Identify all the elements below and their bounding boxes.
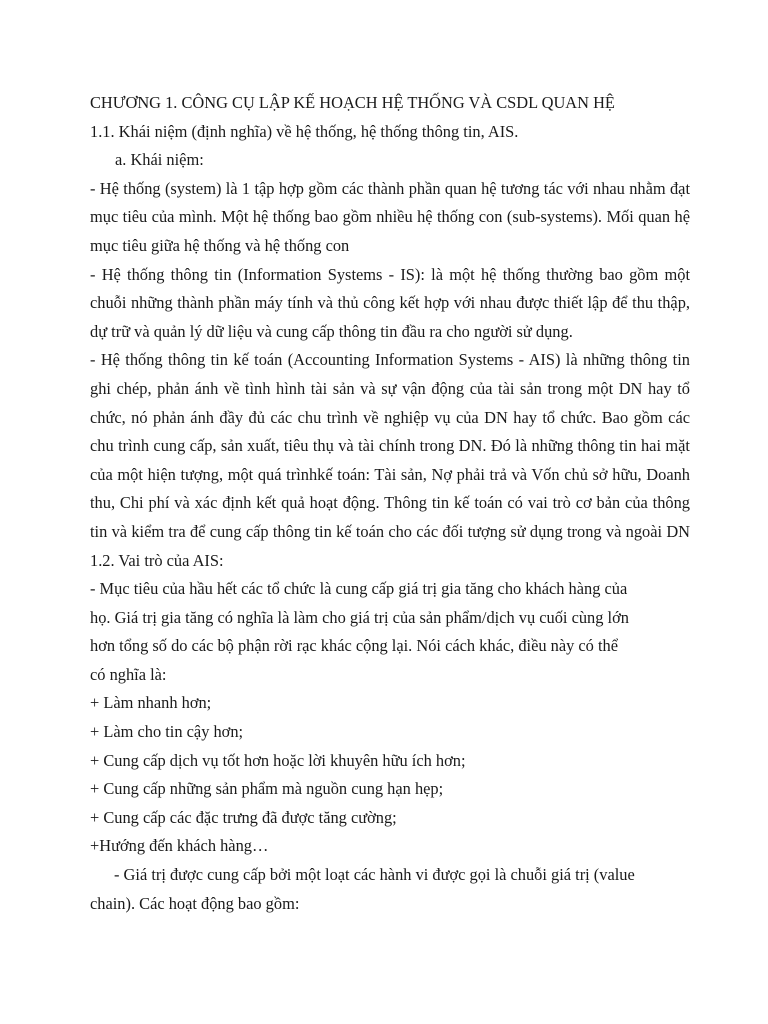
paragraph-line: mục tiêu giữa hệ thống và hệ thống con	[90, 235, 350, 255]
list-item: + Cung cấp những sản phẩm mà nguồn cung hạn hẹp;	[90, 779, 444, 799]
paragraph-line: chức, nó phản ánh đầy đủ các chu trình về nghiệp vụ của DN hay tổ chức. Bao gồm các	[90, 407, 690, 427]
list-item: + Cung cấp các đặc trưng đã được tăng cường;	[90, 807, 397, 827]
paragraph-line: thu, Chi phí và xác định kết quả hoạt động. Thông tin kế toán có vai trò cơ bản của thông	[90, 493, 690, 513]
paragraph-line: của một hiện tượng, một quá trìnhkế toán: Tài sản, Nợ phải trả và Vốn chủ sở hữu, Doanh	[90, 464, 690, 484]
paragraph-line: - Hệ thống (system) là 1 tập hợp gồm các thành phần quan hệ tương tác với nhau nhằm đạt	[90, 178, 690, 198]
section-heading-1-2: 1.2. Vai trò của AIS:	[90, 550, 224, 570]
list-item: + Làm cho tin cậy hơn;	[90, 722, 244, 742]
list-item: +Hướng đến khách hàng…	[90, 836, 269, 856]
paragraph-line: mục tiêu của mình. Một hệ thống bao gồm nhiều hệ thống con (sub-systems). Mối quan hệ	[90, 207, 690, 227]
paragraph-line: tin và kiểm tra để cung cấp thông tin kế toán cho các đối tượng sử dụng trong và ngoài DN	[90, 521, 690, 541]
paragraph-line: chu trình cung cấp, sản xuất, tiêu thụ và tài chính trong DN. Đó là những thông tin hai mặt	[90, 436, 690, 456]
paragraph-line: - Hệ thống thông tin (Information Systems - IS): là một hệ thống thường bao gồm một	[90, 264, 690, 284]
paragraph-line: hơn tổng số do các bộ phận rời rạc khác cộng lại. Nói cách khác, điều này có thể	[90, 636, 618, 656]
paragraph-line: - Hệ thống thông tin kế toán (Accounting Information Systems - AIS) là những thông tin	[90, 350, 690, 370]
paragraph-line: - Mục tiêu của hầu hết các tổ chức là cung cấp giá trị gia tăng cho khách hàng của	[90, 579, 628, 599]
paragraph-line: ghi chép, phản ánh về tình hình tài sản và sự vận động của tài sản trong một DN hay tổ	[90, 378, 690, 398]
chapter-title: CHƯƠNG 1. CÔNG CỤ LẬP KẾ HOẠCH HỆ THỐNG VÀ CSDL QUAN HỆ	[90, 93, 615, 112]
list-item: + Làm nhanh hơn;	[90, 693, 212, 713]
subheading-a: a. Khái niệm:	[115, 150, 204, 170]
list-item: + Cung cấp dịch vụ tốt hơn hoặc lời khuyên hữu ích hơn;	[90, 750, 466, 770]
dash-list-item: - Giá trị được cung cấp bởi một loạt các hành vi được gọi là chuỗi giá trị (value	[114, 865, 635, 885]
document-page	[90, 89, 690, 918]
paragraph-line: dự trữ và quản lý dữ liệu và cung cấp thông tin đầu ra cho người sử dụng.	[90, 321, 573, 341]
paragraph-line: họ. Giá trị gia tăng có nghĩa là làm cho giá trị của sản phẩm/dịch vụ cuối cùng lớn	[90, 607, 629, 627]
paragraph-line: có nghĩa là:	[90, 664, 167, 684]
section-heading-1-1: 1.1. Khái niệm (định nghĩa) về hệ thống, hệ thống thông tin, AIS.	[90, 121, 519, 141]
paragraph-line: chain). Các hoạt động bao gồm:	[90, 893, 300, 913]
paragraph-line: chuỗi những thành phần máy tính và thủ công kết hợp với nhau được thiết lập để thu thập,	[90, 293, 690, 313]
